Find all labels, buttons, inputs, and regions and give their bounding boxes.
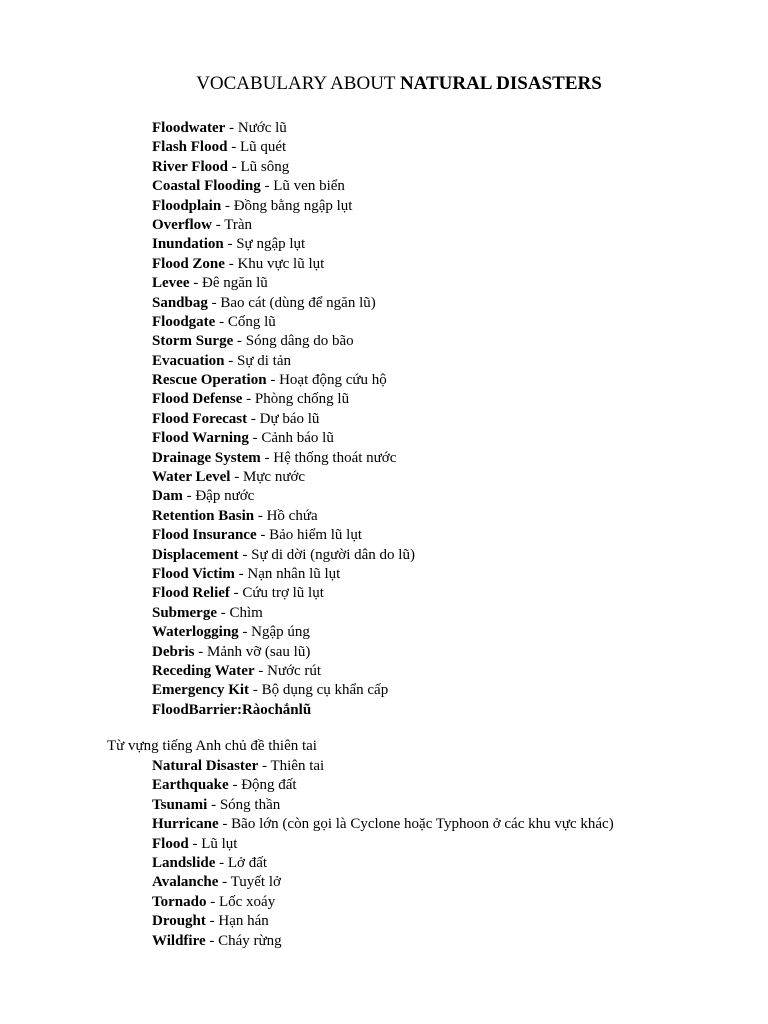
vocab-meaning: Cứu trợ lũ lụt [242, 585, 324, 602]
item-body [152, 584, 324, 603]
vocab-meaning: Cống lũ [227, 313, 276, 330]
term-separator: - [188, 835, 202, 852]
vocab-term: Sandbag [152, 294, 208, 311]
vocab-meaning: Hạn hán [218, 913, 269, 930]
item-body [152, 487, 254, 506]
vocab-meaning: Hồ chứa [266, 507, 318, 524]
item-body [152, 546, 415, 565]
vocab-meaning: Bão lớn (còn gọi là Cyclone hoặc Typhoon ở các khu vực khác) [231, 816, 614, 833]
term-separator: - [224, 255, 238, 272]
item-body [152, 138, 286, 157]
vocab-term: Flash Flood [152, 139, 228, 156]
item-body [152, 854, 267, 873]
vocab-term: Flood Defense [152, 391, 243, 408]
vocab-term: Receding Water [152, 662, 255, 679]
document-title [0, 72, 768, 96]
term-separator: - [247, 410, 260, 427]
term-separator: - [258, 758, 271, 774]
vocab-term: Natural Disaster [152, 758, 259, 774]
item-body [152, 912, 269, 931]
vocab-meaning: Lũ quét [239, 139, 287, 156]
item-body [152, 701, 311, 720]
vocab-meaning: Sự di tản [237, 352, 291, 369]
vocab-term: Displacement [152, 546, 239, 563]
term-separator: - [233, 333, 246, 350]
item-body [152, 507, 318, 526]
vocab-term: Rescue Operation [152, 372, 267, 389]
item-body [152, 623, 310, 642]
vocab-meaning: Đồng bằng ngập lụt [233, 197, 353, 214]
vocab-term: Flood [152, 835, 189, 852]
vocab-meaning: Hoạt động cứu hộ [279, 372, 387, 389]
item-body [152, 119, 287, 138]
term-separator: - [215, 854, 228, 871]
vocab-term: Retention Basin [152, 507, 255, 524]
vocab-term: Landslide [152, 854, 216, 871]
term-separator: - [249, 682, 262, 699]
term-separator: - [248, 430, 262, 447]
vocab-meaning: Sự di dời (người dân do lũ) [251, 546, 415, 563]
title-bold: NATURAL DISASTERS [399, 73, 602, 94]
item-body [152, 197, 352, 216]
term-separator: - [224, 352, 238, 369]
term-separator: - [227, 158, 241, 175]
term-separator: - [228, 777, 242, 794]
term-separator: - [234, 565, 248, 582]
vocab-meaning: Tràn [224, 216, 253, 233]
term-separator: - [182, 488, 196, 505]
vocab-meaning: Khu vực lũ lụt [237, 255, 325, 272]
term-separator: - [194, 643, 207, 660]
item-body [152, 274, 268, 293]
item-body [152, 893, 275, 912]
vocab-term: Floodplain [152, 197, 222, 214]
term-separator: - [218, 874, 231, 891]
item-body [152, 757, 324, 776]
vocab-term: Inundation [152, 236, 224, 253]
vocab-term: Hurricane [152, 816, 219, 833]
term-separator: - [207, 294, 221, 311]
item-body [152, 796, 280, 815]
vocab-term: Earthquake [152, 777, 229, 794]
vocab-meaning: Bộ dụng cụ khẩn cấp [261, 682, 389, 699]
vocab-meaning: Mảnh vỡ (sau lũ) [207, 643, 311, 660]
vocab-term: Evacuation [152, 352, 225, 369]
term-separator: - [242, 391, 255, 408]
vocab-term: Overflow [152, 216, 212, 233]
term-separator: - [223, 236, 237, 253]
vocab-meaning: Nạn nhân lũ lụt [247, 565, 341, 582]
vocab-meaning: Mực nước [242, 469, 306, 486]
vocab-meaning: Dự báo lũ [259, 410, 320, 427]
vocab-meaning: Sự ngập lụt [236, 236, 306, 253]
term-separator: - [207, 796, 220, 813]
vocab-term: Dam [152, 488, 183, 505]
vocab-term: Avalanche [152, 874, 219, 891]
vocab-term: Flood Insurance [152, 527, 257, 544]
term-separator: - [229, 585, 243, 602]
item-body [152, 255, 324, 274]
vocab-term: Flood Relief [152, 585, 230, 602]
vocab-meaning: Động đất [241, 777, 297, 794]
vocab-term: Drainage System [152, 449, 261, 466]
term-separator: - [260, 178, 274, 195]
term-separator: - [215, 313, 228, 330]
term-separator: - [254, 507, 267, 524]
item-body [152, 216, 252, 235]
vocab-meaning: Hệ thống thoát nước [273, 449, 397, 466]
vocab-term: Wildfire [152, 932, 206, 949]
vocab-term: Tsunami [152, 796, 208, 813]
item-body [152, 468, 305, 487]
term-separator: - [189, 275, 202, 292]
term-separator: - [218, 816, 232, 833]
item-body [152, 294, 376, 313]
term-separator: - [238, 624, 252, 641]
item-body [152, 932, 282, 951]
term-separator: - [266, 372, 280, 389]
vocab-meaning: Bao cát (dùng để ngăn lũ) [220, 294, 376, 311]
vocab-term: Levee [152, 275, 190, 292]
term-separator: - [205, 913, 219, 930]
item-body [152, 371, 387, 390]
vocab-meaning: Lũ lụt [201, 835, 238, 852]
term-separator: - [256, 527, 270, 544]
item-body [152, 835, 237, 854]
item-body [152, 776, 297, 795]
item-body [152, 410, 319, 429]
vocab-meaning: Sóng dâng do bão [245, 333, 354, 350]
vocab-meaning: Lốc xoáy [218, 893, 276, 910]
term-separator: - [217, 604, 230, 621]
vocab-meaning: Lở đất [227, 854, 268, 871]
vocab-meaning: Chìm [229, 604, 263, 621]
vocab-meaning: Bảo hiểm lũ lụt [269, 527, 363, 544]
term-separator: - [221, 197, 234, 214]
subheading: Từ vựng tiếng Anh chủ đề thiên tai [107, 738, 317, 754]
vocab-meaning: Cảnh báo lũ [261, 430, 334, 447]
vocab-term: Water Level [152, 469, 231, 486]
vocab-term: Emergency Kit [152, 682, 250, 699]
vocab-meaning: Nước rút [267, 662, 322, 679]
vocab-term: Flood Forecast [152, 410, 248, 427]
term-separator: - [260, 449, 274, 466]
item-body [152, 815, 614, 834]
vocab-term: FloodBarrier:Ràochắnlũ [152, 701, 312, 718]
vocab-term: Drought [152, 913, 206, 930]
term-separator: - [254, 662, 268, 679]
vocab-meaning: Tuyết lở [230, 874, 281, 891]
term-separator: - [230, 469, 243, 486]
item-body [152, 177, 345, 196]
vocab-meaning: Sóng thần [219, 796, 281, 813]
item-body [152, 643, 310, 662]
item-body [152, 565, 340, 584]
term-separator: - [225, 120, 238, 136]
vocab-meaning: Ngập úng [251, 624, 310, 641]
item-body [152, 352, 291, 371]
vocab-meaning: Đập nước [195, 488, 255, 505]
item-body [152, 662, 321, 681]
title-prefix: VOCABULARY ABOUT [196, 73, 400, 94]
item-body [152, 332, 354, 351]
vocab-term: Waterlogging [152, 624, 239, 641]
vocab-meaning: Cháy rừng [218, 932, 282, 949]
item-body [152, 313, 276, 332]
vocab-term: Flood Warning [152, 430, 249, 447]
vocab-term: River Flood [152, 158, 228, 175]
vocab-term: Debris [152, 643, 195, 660]
vocab-meaning: Nước lũ [237, 120, 287, 136]
vocab-term: Floodgate [152, 313, 216, 330]
item-body [152, 449, 396, 468]
term-separator: - [227, 139, 240, 156]
term-separator: - [206, 893, 219, 910]
term-separator: - [205, 932, 219, 949]
vocab-term: Coastal Flooding [152, 178, 261, 195]
item-body [152, 604, 263, 623]
item-body [152, 235, 305, 254]
vocab-meaning: Phòng chống lũ [254, 391, 350, 408]
vocab-term: Flood Zone [152, 255, 225, 272]
item-body [152, 158, 289, 177]
vocab-meaning: Đê ngăn lũ [201, 275, 268, 292]
vocab-term: Tornado [152, 893, 207, 910]
item-body [152, 390, 349, 409]
item-body [152, 873, 281, 892]
vocab-meaning: Thiên tai [270, 758, 325, 774]
term-separator: - [238, 546, 252, 563]
vocab-term: Floodwater [152, 120, 226, 136]
vocab-term: Submerge [152, 604, 217, 621]
vocab-meaning: Lũ sông [240, 158, 290, 175]
item-body [152, 681, 388, 700]
vocab-term: Flood Victim [152, 565, 235, 582]
item-body [152, 526, 362, 545]
item-body [152, 429, 334, 448]
vocab-term: Storm Surge [152, 333, 234, 350]
term-separator: - [211, 216, 225, 233]
vocab-meaning: Lũ ven biển [273, 178, 345, 195]
